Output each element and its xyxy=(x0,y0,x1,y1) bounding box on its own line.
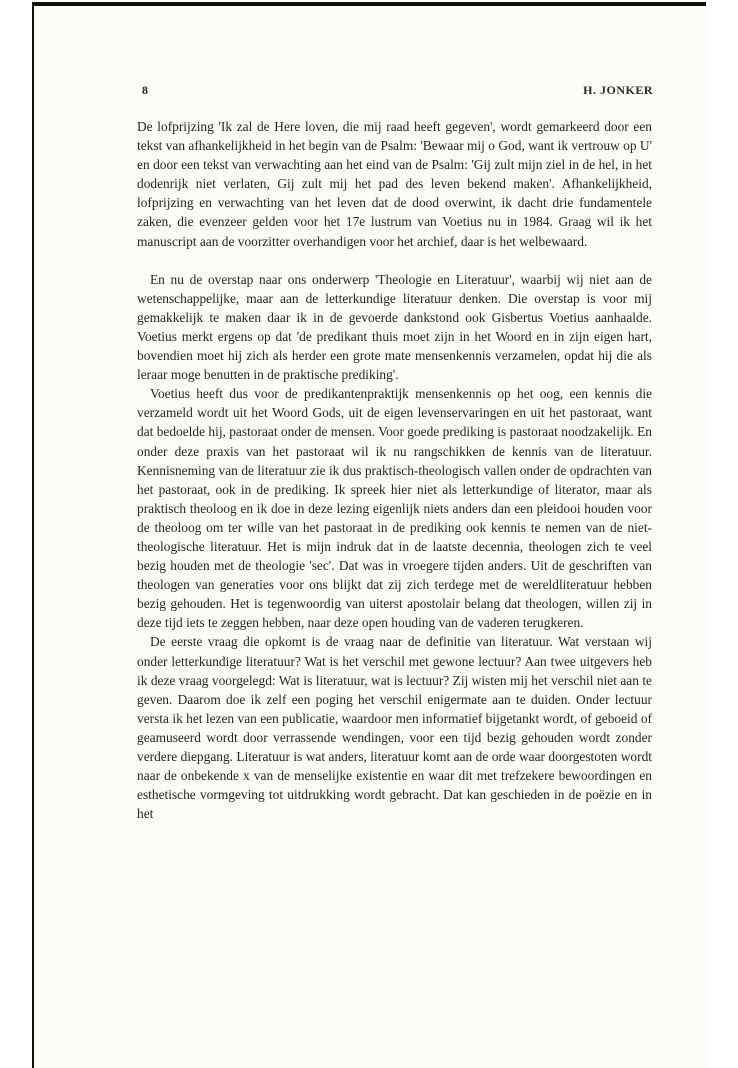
paragraph-4: De eerste vraag die opkomt is de vraag naar de definitie van literatuur. Wat verstaan wij onder letterkundige literatuur? Wat is het verschil met gewone lectuur? Aan twee uitgevers heb ik deze vraag voorgelegd: Wat is literatuur, wat is lectuur? Zij wisten mij het verschil niet aan te geven. Daarom doe ik zelf een poging het verschil enigermate aan te duiden. Onder lectuur versta ik het lezen van een publicatie, waardoor men informatief bijgetankt wordt, of geboeid of geamuseerd wordt door verrassende wendingen, voor een tijd bezig gehouden wordt zonder verdere diepgang. Literatuur is wat anders, literatuur komt aan de orde waar doorgestoten wordt naar de onbekende x van de menselijke existentie en waar dit met trefzekere bewoordingen en esthetische vormgeving tot uitdrukking wordt gebracht. Dat kan geschieden in de poëzie en in het xyxy=(137,634,652,822)
page-number: 8 xyxy=(142,83,148,97)
paragraph-1: De lofprijzing 'Ik zal de Here loven, die mij raad heeft gegeven', wordt gemarkeerd door een tekst van afhankelijkheid in het begin van de Psalm: 'Bewaar mij o God, want ik vertrouw op U' en door een tekst van verwachting aan het eind van de Psalm: 'Gij zult mijn ziel in de hel, in het dodenrijk niet verlaten, Gij zult mij het pad des leven bekend maken'. Afhankelijkheid, lofprijzing en verwachting van het leven dat de dood overwint, ik dacht drie fundamentele zaken, die evenzeer gelden voor het 17e lustrum van Voetius nu in 1984. Graag wil ik het manuscript aan de voorzitter overhandigen voor het archief, daar is het welbewaard. xyxy=(137,119,652,249)
paragraph-2: En nu de overstap naar ons onderwerp 'Theologie en Literatuur', waarbij wij niet aan de wetenschappelijke, maar aan de letterkundige literatuur denken. Die overstap is voor mij gemakkelijk te maken daar ik in de gevoerde dankstond ook Gisbertus Voetius aanhaalde. Voetius merkt ergens op dat 'de predikant thuis moet zijn in het Woord en in zijn eigen hart, bovendien moet hij zich als herder een grote mate mensenkennis verzamelen, opdat hij die als leraar moge benutten in de praktische prediking'. xyxy=(137,271,652,383)
page-header xyxy=(142,83,653,99)
body-text xyxy=(137,117,652,823)
paragraph-3: Voetius heeft dus voor de predikantenpraktijk mensenkennis op het oog, een kennis die verzameld wordt uit het Woord Gods, uit de eigen levenservaringen en uit het pastoraat, want dat bedoelde hij, pastoraat onder de mensen. Voor goede prediking is pastoraat noodzakelijk. En onder deze praxis van het pastoraat wil ik nu rangschikken de kennis van de literatuur. Kennisneming van de literatuur zie ik dus praktisch-theologisch vallen onder de opdrachten van het pastoraat, ook in de prediking. Ik spreek hier niet als letterkundige of literator, maar als praktisch theoloog en ik doe in deze lezing eigenlijk niets anders dan een pleidooi houden voor de theoloog om ter wille van het pastoraat in de prediking ook kennis te nemen van de niet-theologische literatuur. Het is mijn indruk dat in de laatste decennia, theologen zich te veel bezig houden met de theologie 'sec'. Dat was in vroegere tijden anders. Uit de geschriften van theologen van generaties voor ons blijkt dat zij zich terdege met de wereldliteratuur hebben bezig gehouden. Het is tegenwoordig van uiterst apostolair belang dat theologen, willen zij in deze tijd iets te zeggen hebben, naar deze open houding van de vaderen terugkeren. xyxy=(137,386,652,631)
scan-margin xyxy=(0,0,33,1068)
running-head: H. JONKER xyxy=(583,83,653,97)
